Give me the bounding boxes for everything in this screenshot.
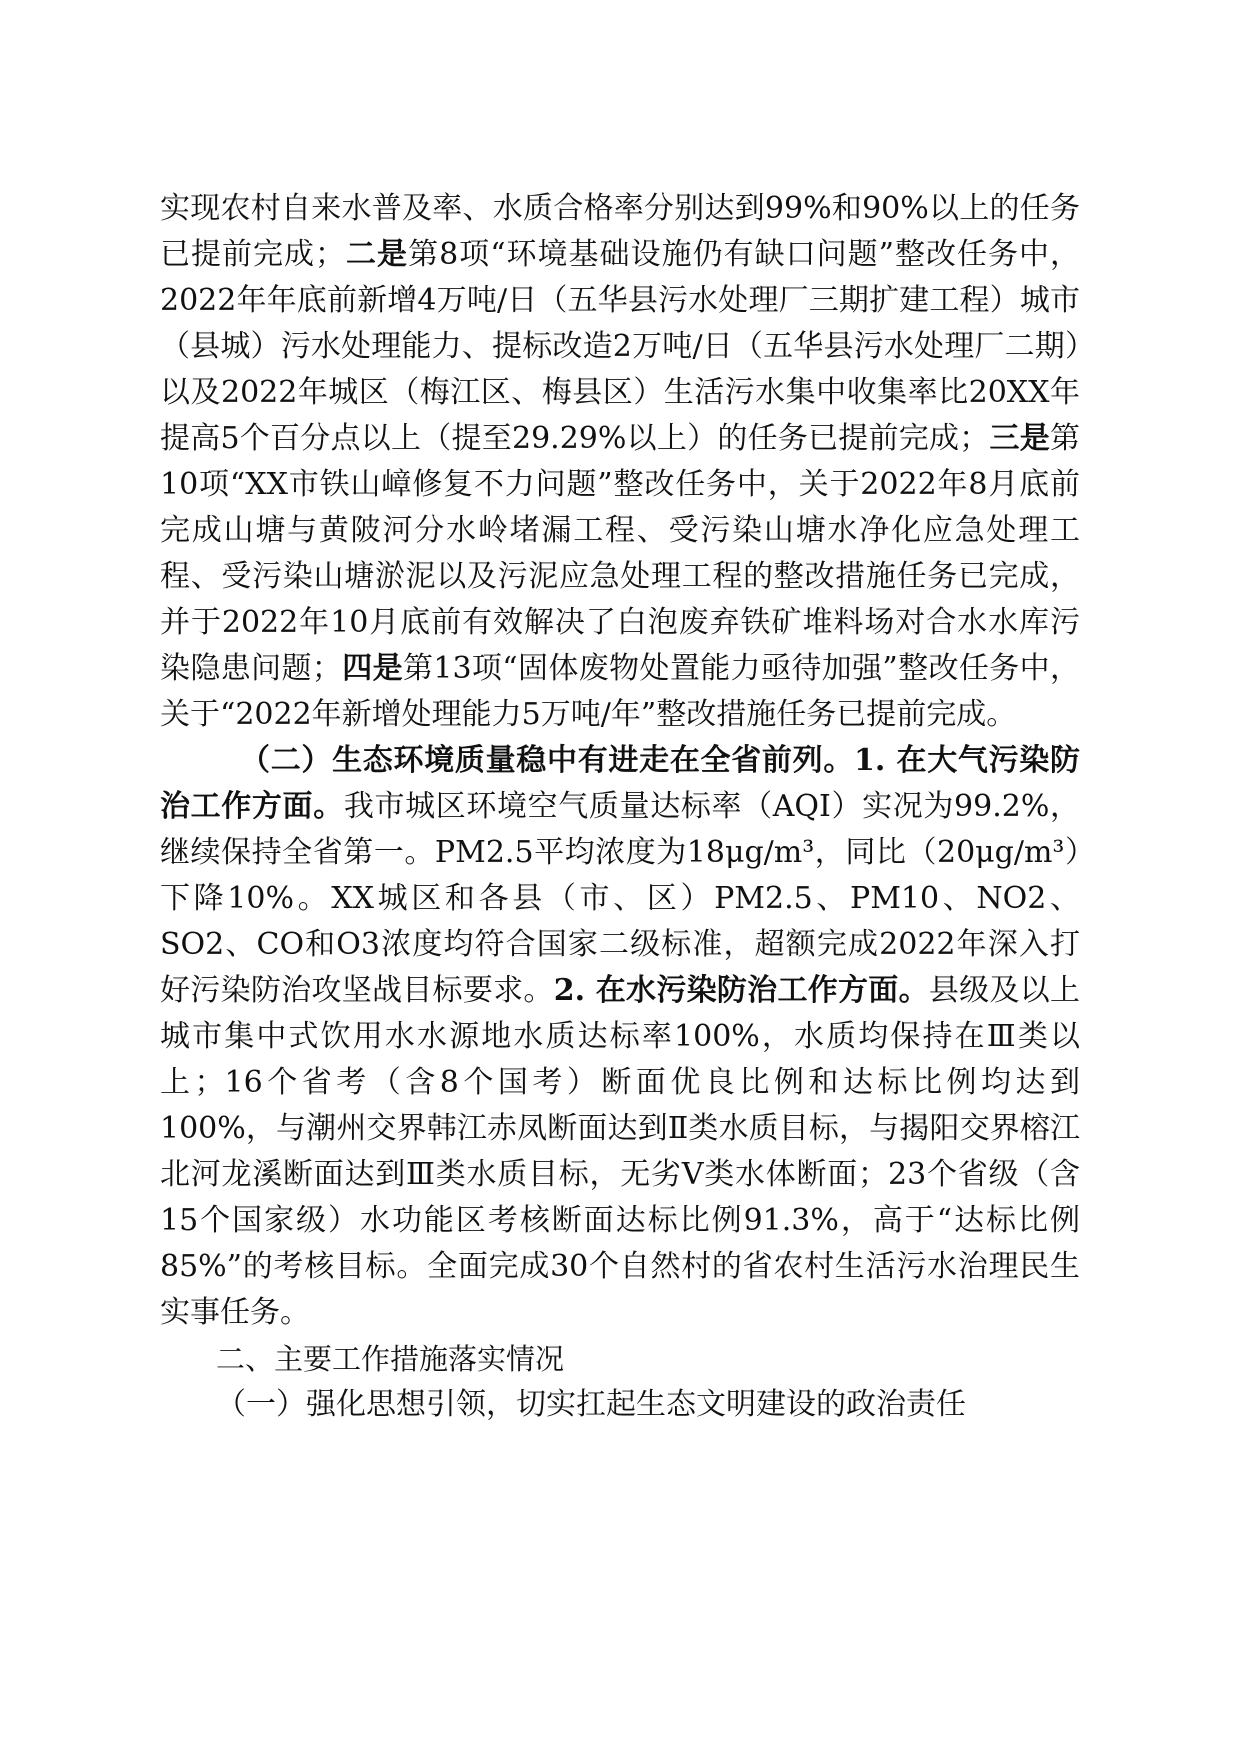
bold-marker-four: 四是 bbox=[341, 651, 403, 686]
text-segment: 第10项“XX市铁山嶂修复不力问题”整改任务中，关于2022年8月底前完成山塘与黄陂河分水岭堵漏工程、受污染山塘水净化应急处理工程、受污染山塘淤泥以及污泥应急处理工程的整改措施任务已完成，并于2022年10月底前有效解决了白泡废弃铁矿堆料场对合水水库污染隐患问题； bbox=[160, 421, 1081, 686]
document-body bbox=[160, 186, 1080, 1428]
subheading: （一）强化思想引领，切实扛起生态文明建设的政治责任 bbox=[216, 1387, 966, 1422]
section-heading: 二、主要工作措施落实情况 bbox=[216, 1342, 565, 1376]
section-title-ecology: （二）生态环境质量稳中有进走在全省前列。 bbox=[240, 743, 855, 778]
subsection-title-air: 1. 在大气污染防治工作方面。 bbox=[160, 743, 1081, 824]
bold-marker-two: 二是 bbox=[345, 237, 409, 272]
paragraph-rectification-tasks bbox=[160, 186, 1080, 738]
bold-marker-three: 三是 bbox=[989, 421, 1051, 456]
text-segment: 县级及以上城市集中式饮用水水源地水质达标率100%，水质均保持在Ⅲ类以上；16个省考（含8个国考）断面优良比例和达标比例均达到100%，与潮州交界韩江赤凤断面达到Ⅱ类水质目标，与揭阳交界榕江北河龙溪断面达到Ⅲ类水质目标，无劣Ⅴ类水体断面；23个省级（含15个国家级）水功能区考核断面达标比例91.3%，高于“达标比例85%”的考核目标。全面完成30个自然村的省农村生活污水治理民生实事任务。 bbox=[160, 973, 1081, 1330]
paragraph-environment-quality bbox=[160, 738, 1080, 1336]
text-segment: 第8项“环境基础设施仍有缺口问题”整改任务中，2022年年底前新增4万吨/日（五华县污水处理厂三期扩建工程）城市（县城）污水处理能力、提标改造2万吨/日（五华县污水处理厂二期）以及2022年城区（梅江区、梅县区）生活污水集中收集率比20XX年提高5个百分点以上（提至29.29%以上）的任务已提前完成； bbox=[160, 237, 1081, 456]
text-segment: 第13项“固体废物处置能力亟待加强”整改任务中，关于“2022年新增处理能力5万吨/年”整改措施任务已提前完成。 bbox=[160, 651, 1081, 732]
text-segment: 实现农村自来水普及率、水质合格率分别达到99%和90%以上的任务已提前完成； bbox=[160, 191, 1080, 272]
subsection-title-water: 2. 在水污染防治工作方面。 bbox=[553, 973, 929, 1008]
text-segment: 我市城区环境空气质量达标率（AQI）实况为99.2%，继续保持全省第一。PM2.5平均浓度为18μg/m³，同比（20μg/m³）下降10%。XX城区和各县（市、区）PM2.5、PM10、NO2、SO2、CO和O3浓度均符合国家二级标准，超额完成2022年深入打好污染防治攻坚战目标要求。 bbox=[160, 789, 1080, 1008]
